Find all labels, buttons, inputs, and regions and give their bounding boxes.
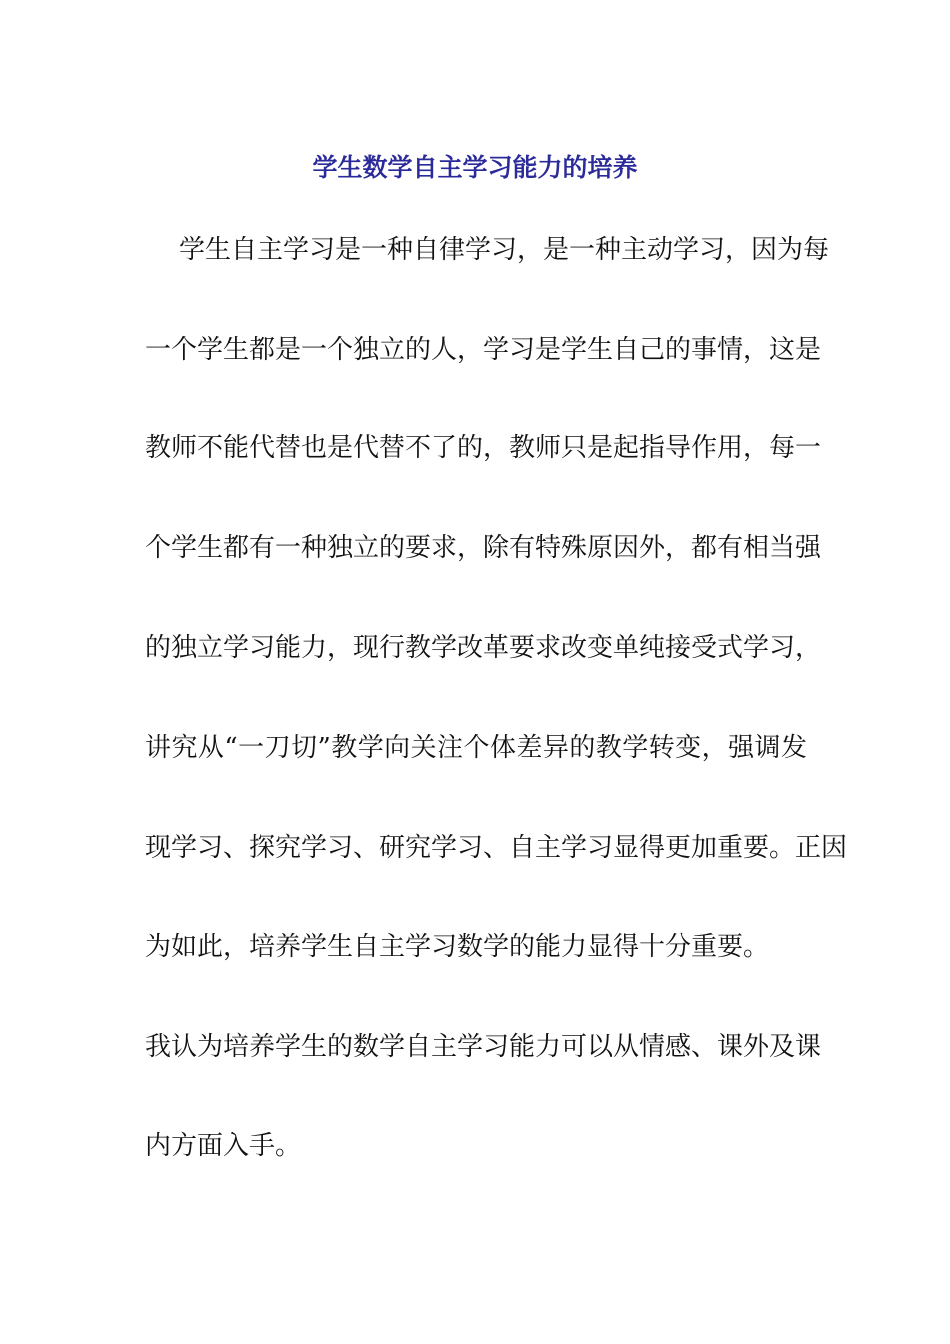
paragraph-line: 个学生都有一种独立的要求，除有特殊原因外，都有相当强	[145, 533, 822, 563]
document-title: 学生数学自主学习能力的培养	[312, 153, 638, 182]
paragraph-line: 教师不能代替也是代替不了的，教师只是起指导作用，每一	[145, 433, 822, 463]
paragraph-line: 讲究从“一刀切”教学向关注个体差异的教学转变，强调发	[145, 733, 807, 763]
paragraph-line: 的独立学习能力，现行教学改革要求改变单纯接受式学习，	[145, 633, 822, 663]
paragraph-line: 一个学生都是一个独立的人，学习是学生自己的事情，这是	[145, 335, 822, 365]
paragraph-line: 为如此，培养学生自主学习数学的能力显得十分重要。	[145, 932, 770, 962]
paragraph-line: 我认为培养学生的数学自主学习能力可以从情感、课外及课	[145, 1032, 822, 1062]
paragraph-line: 内方面入手。	[145, 1131, 302, 1161]
paragraph-line: 学生自主学习是一种自律学习，是一种主动学习，因为每	[179, 235, 830, 265]
paragraph-line: 现学习、探究学习、研究学习、自主学习显得更加重要。正因	[145, 833, 848, 863]
